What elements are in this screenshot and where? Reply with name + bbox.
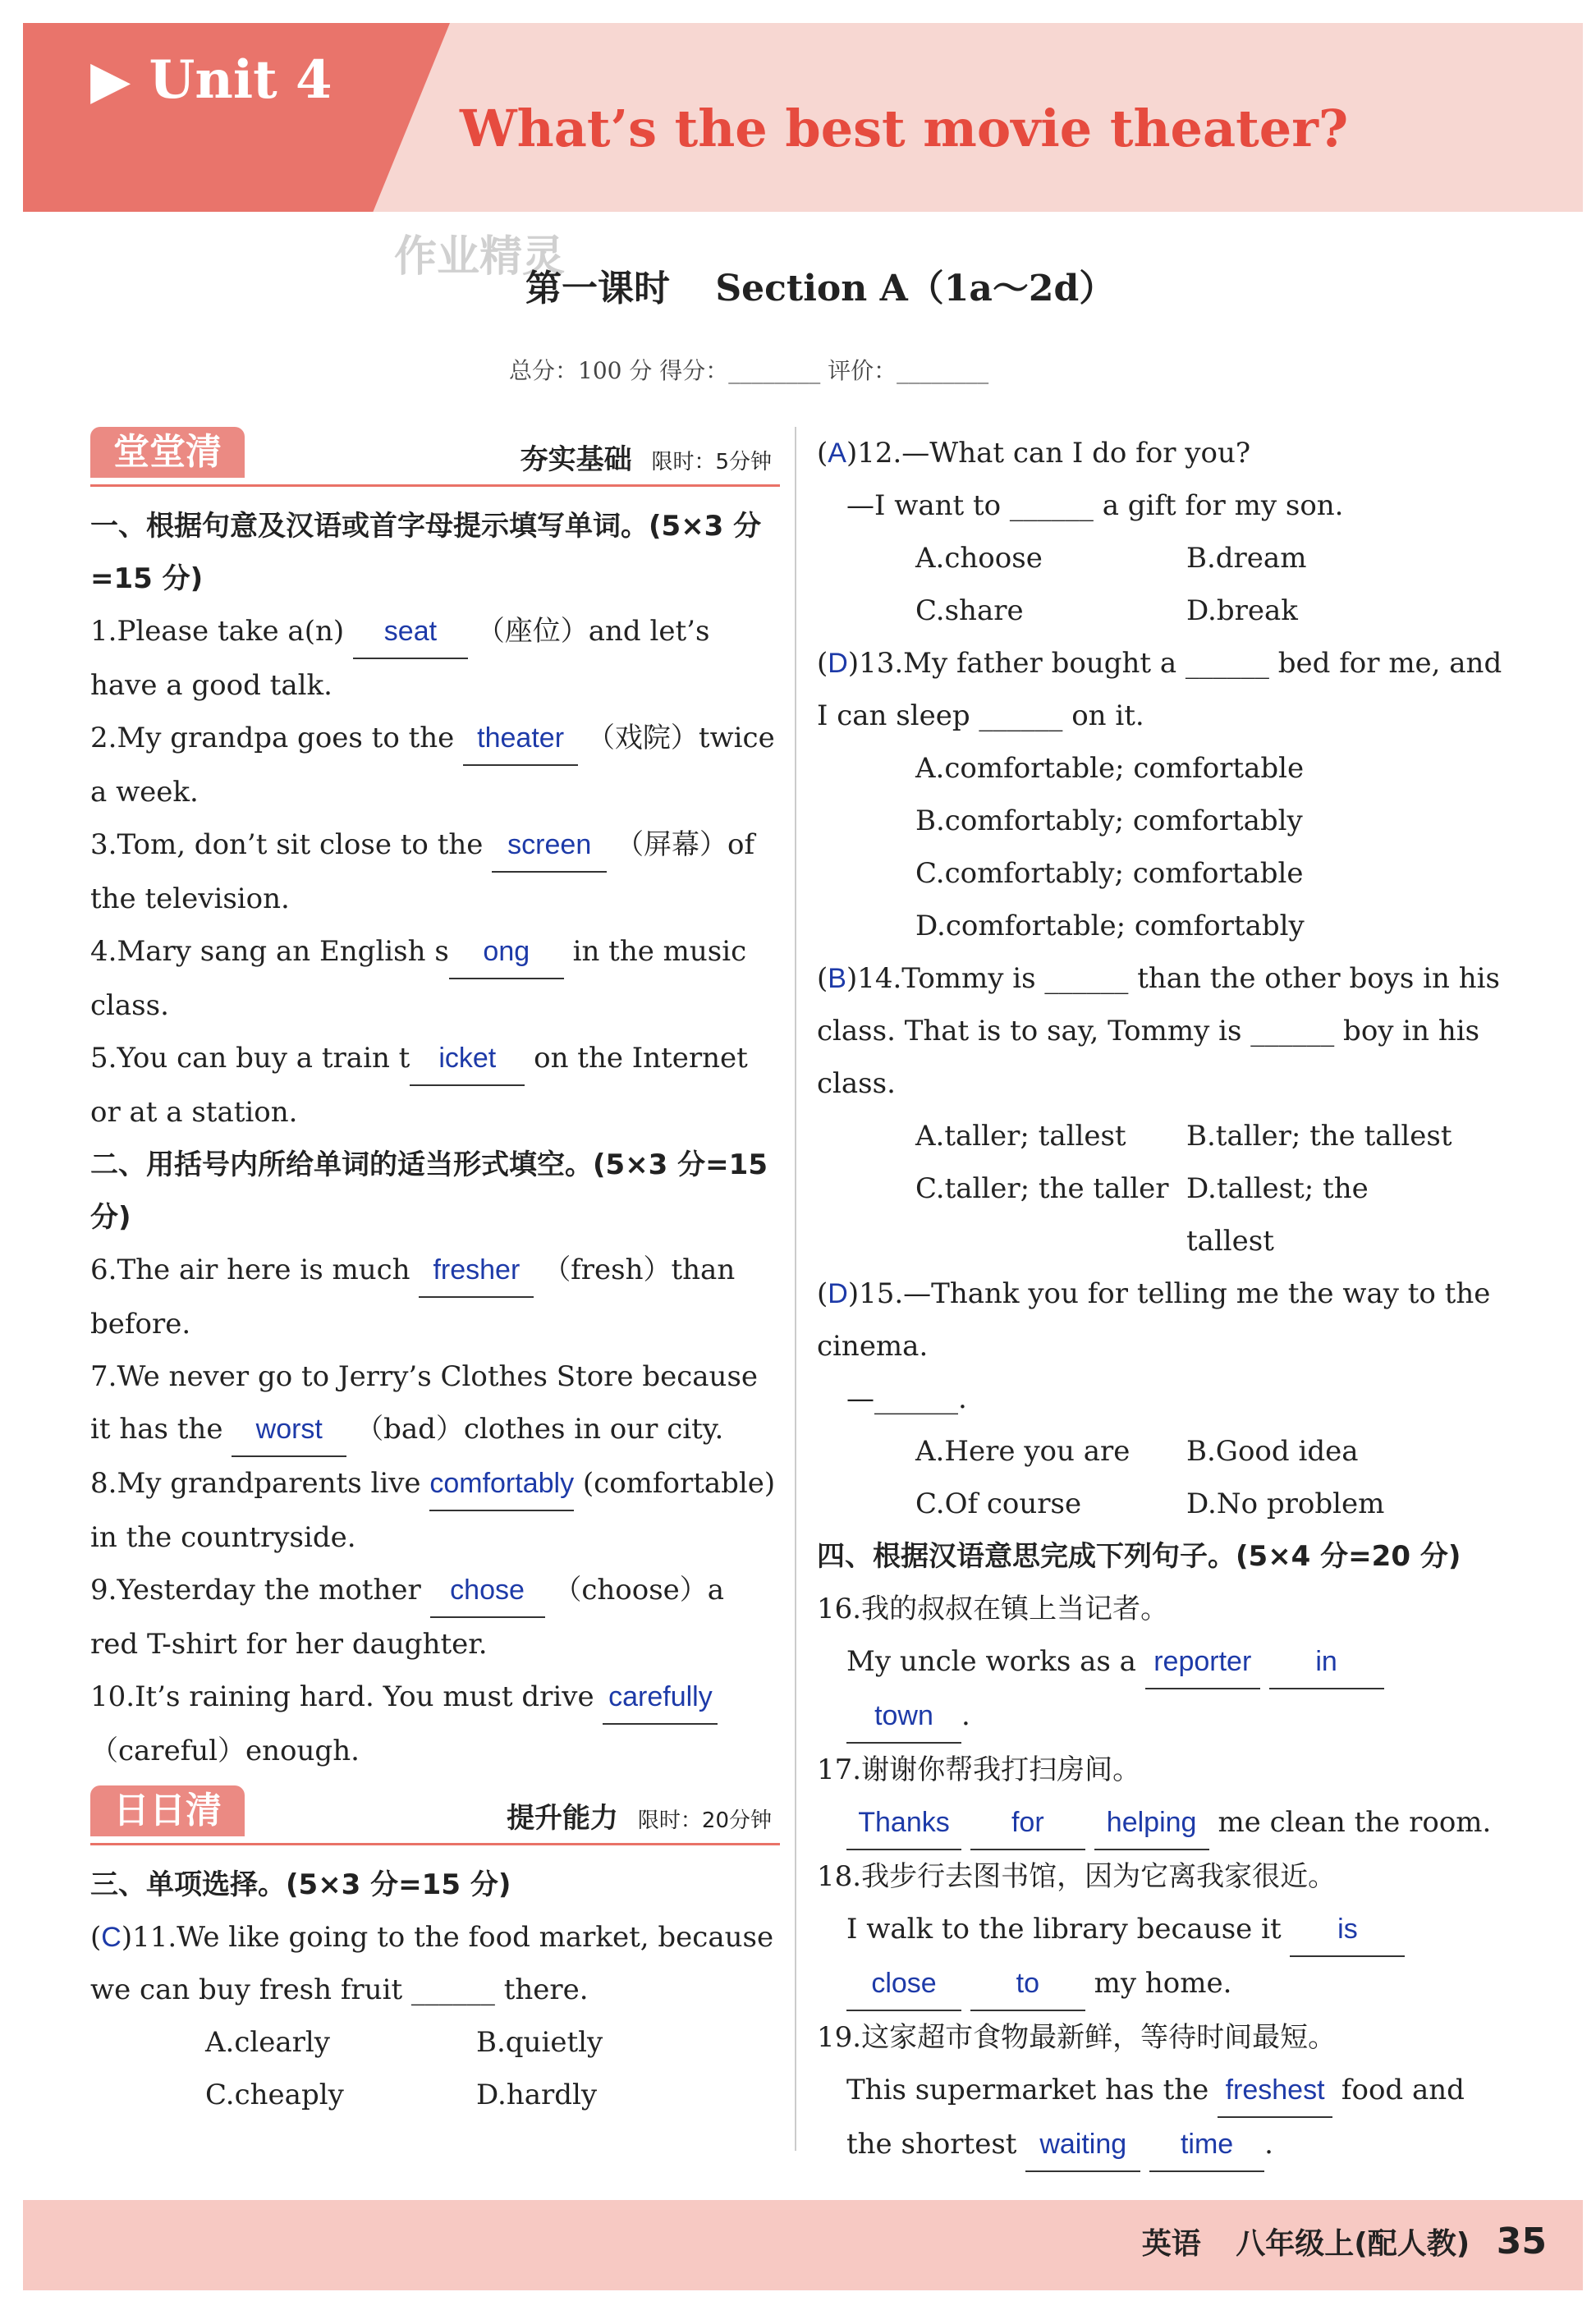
part3-title: 三、单项选择。(5×3 分=15 分)	[90, 1868, 511, 1901]
part1-title: 一、根据句意及汉语或首字母提示填写单词。(5×3 分=15 分)	[90, 510, 762, 595]
question-15-options	[817, 1425, 1507, 1478]
question-15-reply: —______.	[846, 1382, 967, 1415]
question-12-reply: —I want to ______ a gift for my son.	[846, 489, 1344, 522]
footer-grade: 八年级上(配人教)	[1236, 2227, 1470, 2261]
section-header-1	[90, 427, 780, 487]
question-9: 9.Yesterday the mother chose （choose）a red T-shirt for her daughter.	[90, 1564, 780, 1671]
option[interactable]: D.break	[1186, 594, 1298, 627]
option[interactable]: A.choose	[915, 542, 1043, 575]
choice-answer[interactable]: B	[828, 963, 846, 994]
question-1: 1.Please take a(n) seat （座位）and let’s have a good talk.	[90, 605, 780, 712]
question-11-options-2	[90, 2069, 780, 2121]
option[interactable]: A.comfortable; comfortable	[915, 752, 1305, 785]
question-15-options-2	[817, 1478, 1507, 1530]
question-3: 3.Tom, don’t sit close to the screen （屏幕）of the television.	[90, 818, 780, 925]
option[interactable]: D.hardly	[476, 2079, 598, 2111]
question-15: (D)15.—Thank you for telling me the way to the cinema.	[817, 1277, 1491, 1363]
left-column	[90, 427, 780, 2121]
answer-blank[interactable]: reporter	[1145, 1635, 1260, 1689]
question-6: 6.The air here is much fresher （fresh）than before.	[90, 1244, 780, 1350]
option[interactable]: A.Here you are	[915, 1435, 1130, 1468]
option[interactable]: C.share	[915, 594, 1024, 627]
answer-blank[interactable]: chose	[430, 1564, 545, 1618]
lesson-section: Section A（1a～2d）	[715, 268, 1116, 309]
question-16: My uncle works as a reporter in town .	[817, 1635, 1507, 1744]
right-column	[817, 427, 1507, 2172]
answer-blank[interactable]: comfortably	[429, 1457, 574, 1511]
answer-blank[interactable]: helping	[1094, 1796, 1209, 1850]
question-8: 8.My grandparents live comfortably (comfortable) in the countryside.	[90, 1457, 780, 1564]
option[interactable]: D.tallest; the tallest	[1186, 1172, 1369, 1258]
question-7: 7.We never go to Jerry’s Clothes Store because it has the worst （bad）clothes in our city.	[90, 1350, 780, 1457]
watermark: 作业精灵	[394, 232, 566, 282]
choice-answer[interactable]: D	[828, 1278, 848, 1309]
option[interactable]: B.taller; the tallest	[1186, 1120, 1452, 1153]
option[interactable]: A.taller; tallest	[915, 1120, 1126, 1153]
lesson-title	[525, 259, 1115, 311]
answer-blank[interactable]: to	[970, 1957, 1085, 2011]
option[interactable]: D.comfortable; comfortably	[915, 910, 1305, 942]
score-line: 总分：100 分 得分：________ 评价：________	[509, 357, 989, 384]
section-pill-1: 堂堂清	[90, 427, 245, 478]
answer-blank[interactable]: time	[1149, 2118, 1264, 2172]
question-17: Thanks for helping me clean the room.	[817, 1796, 1507, 1850]
footer-subject: 英语	[1141, 2227, 1201, 2261]
answer-blank[interactable]: town	[846, 1689, 961, 1744]
answer-blank[interactable]: for	[970, 1796, 1085, 1850]
question-14: (B)14.Tommy is ______ than the other boys in his class. That is to say, Tommy is ______ boy in his class.	[817, 962, 1500, 1100]
answer-blank[interactable]: Thanks	[846, 1796, 961, 1850]
answer-blank[interactable]: freshest	[1218, 2064, 1332, 2118]
question-10: 10.It’s raining hard. You must drive carefully （careful）enough.	[90, 1671, 780, 1777]
question-18: I walk to the library because it is close to my home.	[817, 1903, 1507, 2011]
question-12: (A)12.—What can I do for you?	[817, 437, 1251, 470]
answer-blank[interactable]: close	[846, 1957, 961, 2011]
answer-blank[interactable]: seat	[353, 605, 468, 659]
answer-blank[interactable]: waiting	[1025, 2118, 1140, 2172]
section-pill-2: 日日清	[90, 1785, 245, 1836]
question-11: (C)11.We like going to the food market, because we can buy fresh fruit ______ there.	[90, 1921, 774, 2006]
page-number: 35	[1496, 2221, 1547, 2262]
question-12-options	[817, 532, 1507, 584]
option[interactable]: C.Of course	[915, 1487, 1082, 1520]
question-2: 2.My grandpa goes to the theater （戏院）twice a week.	[90, 712, 780, 818]
question-14-options	[817, 1110, 1507, 1162]
answer-blank[interactable]: is	[1290, 1903, 1405, 1957]
section-right-title-1: 夯实基础	[520, 443, 632, 476]
question-16-cn: 16.我的叔叔在镇上当记者。	[817, 1593, 1169, 1625]
question-17-cn: 17.谢谢你帮我打扫房间。	[817, 1753, 1141, 1786]
column-divider	[795, 427, 796, 2151]
option[interactable]: B.dream	[1186, 542, 1307, 575]
section-right-title-2: 提升能力	[507, 1802, 619, 1835]
option[interactable]: A.clearly	[205, 2026, 331, 2059]
question-19-cn: 19.这家超市食物最新鲜，等待时间最短。	[817, 2021, 1337, 2054]
question-19: This supermarket has the freshest food and the shortest waiting time .	[817, 2064, 1507, 2172]
answer-blank[interactable]: carefully	[603, 1671, 718, 1725]
choice-answer[interactable]: C	[101, 1922, 122, 1953]
option[interactable]: B.comfortably; comfortably	[915, 804, 1303, 837]
answer-blank[interactable]: worst	[232, 1403, 346, 1457]
answer-blank[interactable]: icket	[410, 1032, 525, 1086]
option[interactable]: C.cheaply	[205, 2079, 344, 2111]
question-4: 4.Mary sang an English s ong in the music class.	[90, 925, 780, 1032]
question-5: 5.You can buy a train t icket on the Internet or at a station.	[90, 1032, 780, 1139]
lesson-label: 第一课时	[525, 268, 670, 309]
section-right-1	[521, 433, 772, 488]
answer-blank[interactable]: fresher	[419, 1244, 534, 1298]
time-limit-2: 限时：20分钟	[637, 1808, 772, 1833]
answer-blank[interactable]: theater	[463, 712, 578, 766]
option[interactable]: B.Good idea	[1186, 1435, 1359, 1468]
choice-answer[interactable]: A	[828, 438, 846, 469]
part4-title: 四、根据汉语意思完成下列句子。(5×4 分=20 分)	[817, 1540, 1461, 1573]
option[interactable]: D.No problem	[1186, 1487, 1385, 1520]
option[interactable]: C.taller; the taller	[915, 1172, 1169, 1205]
answer-blank[interactable]: screen	[492, 818, 607, 873]
question-11-options	[90, 2016, 780, 2069]
unit-title: What’s the best movie theater?	[460, 99, 1349, 158]
section-header-2	[90, 1785, 780, 1845]
unit-label: ▶ Unit 4	[90, 49, 332, 111]
option[interactable]: C.comfortably; comfortable	[915, 857, 1304, 890]
part2-title: 二、用括号内所给单词的适当形式填空。(5×3 分=15 分)	[90, 1148, 768, 1234]
answer-blank[interactable]: in	[1269, 1635, 1384, 1689]
section-right-2	[507, 1792, 772, 1847]
choice-answer[interactable]: D	[828, 648, 848, 679]
time-limit-1: 限时：5分钟	[651, 450, 772, 474]
question-18-cn: 18.我步行去图书馆，因为它离我家很近。	[817, 1860, 1337, 1893]
question-14-options-2	[817, 1162, 1507, 1267]
answer-blank[interactable]: ong	[449, 925, 564, 979]
option[interactable]: B.quietly	[476, 2026, 603, 2059]
footer-text	[1142, 2221, 1547, 2262]
question-13: (D)13.My father bought a ______ bed for me, and I can sleep ______ on it.	[817, 647, 1502, 732]
question-12-options-2	[817, 584, 1507, 637]
